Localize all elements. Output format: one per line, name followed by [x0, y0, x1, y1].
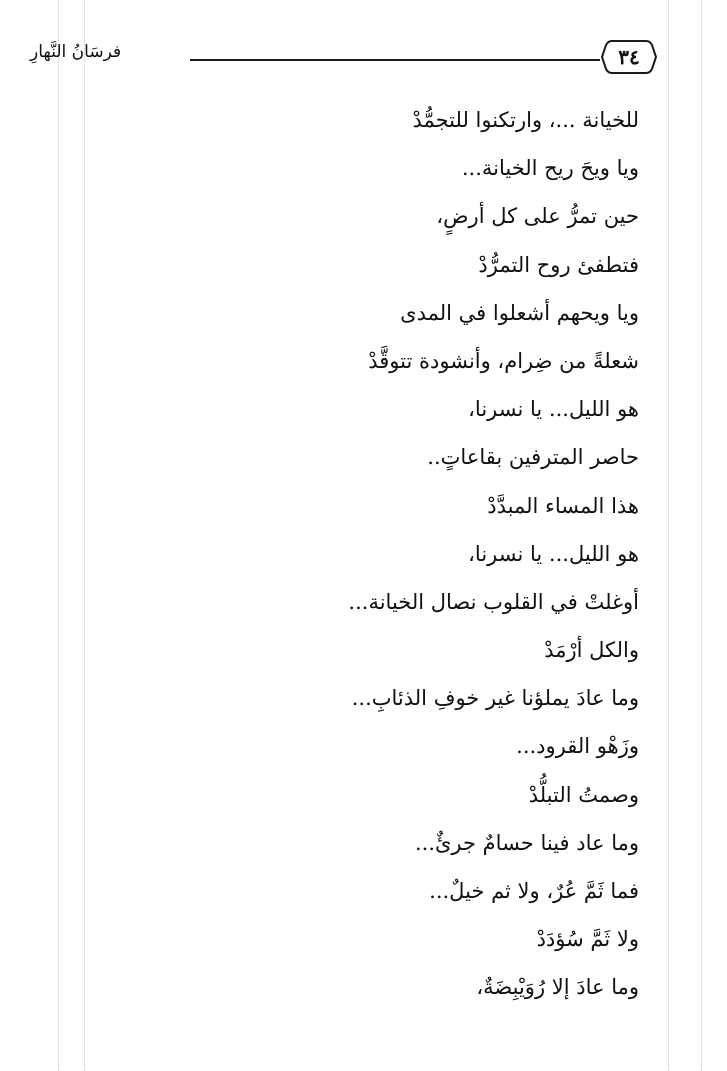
- poem-line: فما ثَمَّ عُرٌ، ولا ثم خيلٌ...: [429, 879, 639, 903]
- page-header: [30, 34, 662, 74]
- poem-line: هذا المساء المبدَّدْ: [487, 493, 639, 518]
- poem-line: وما عادَ يملؤنا غير خوفِ الذئابِ...: [351, 686, 639, 711]
- poem-line: أوغلتْ في القلوب نصال الخيانة...: [348, 589, 639, 614]
- page-number: ٣٤: [618, 45, 640, 69]
- poem-line: فتطفئ روح التمرُّدْ: [478, 252, 639, 277]
- poem-line: والكل أرْمَدْ: [544, 638, 639, 663]
- poem-line: هو الليل... يا نسرنا،: [468, 397, 639, 422]
- poem-line: حين تمرُّ على كل أرضٍ،: [436, 204, 639, 229]
- poem-line: شعلةً من ضِرام، وأنشودة تتوقَّدْ: [368, 348, 639, 373]
- scan-artifact-line: [668, 0, 669, 1071]
- poem-line: ولا ثَمَّ سُؤدَدْ: [536, 927, 639, 952]
- poem-line: ويا ويحَ ريح الخيانة...: [461, 156, 639, 181]
- poem-line: حاصر المترفين بقاعاتٍ..: [427, 445, 639, 470]
- poem-body: [39, 96, 639, 1012]
- poem-line: وما عادَ إلا رُوَيْبِضَةٌ،: [476, 975, 639, 1000]
- header-rule: [190, 59, 600, 61]
- poem-line: وصمتُ التبلُّدْ: [528, 782, 639, 807]
- poem-line: هو الليل... يا نسرنا،: [468, 541, 639, 566]
- scan-artifact-line: [701, 0, 702, 1071]
- poem-line: وزَهْو القرود...: [516, 734, 639, 759]
- poem-line: ويا ويحهم أشعلوا في المدى: [400, 300, 639, 325]
- poem-line: وما عاد فينا حسامٌ جرئٌ...: [414, 830, 639, 855]
- page-number-badge: [600, 39, 658, 75]
- poem-line: للخيانة ...، وارتكنوا للتجمُّدْ: [412, 108, 639, 132]
- book-title: فرسَانُ النَّهارِ: [30, 42, 122, 62]
